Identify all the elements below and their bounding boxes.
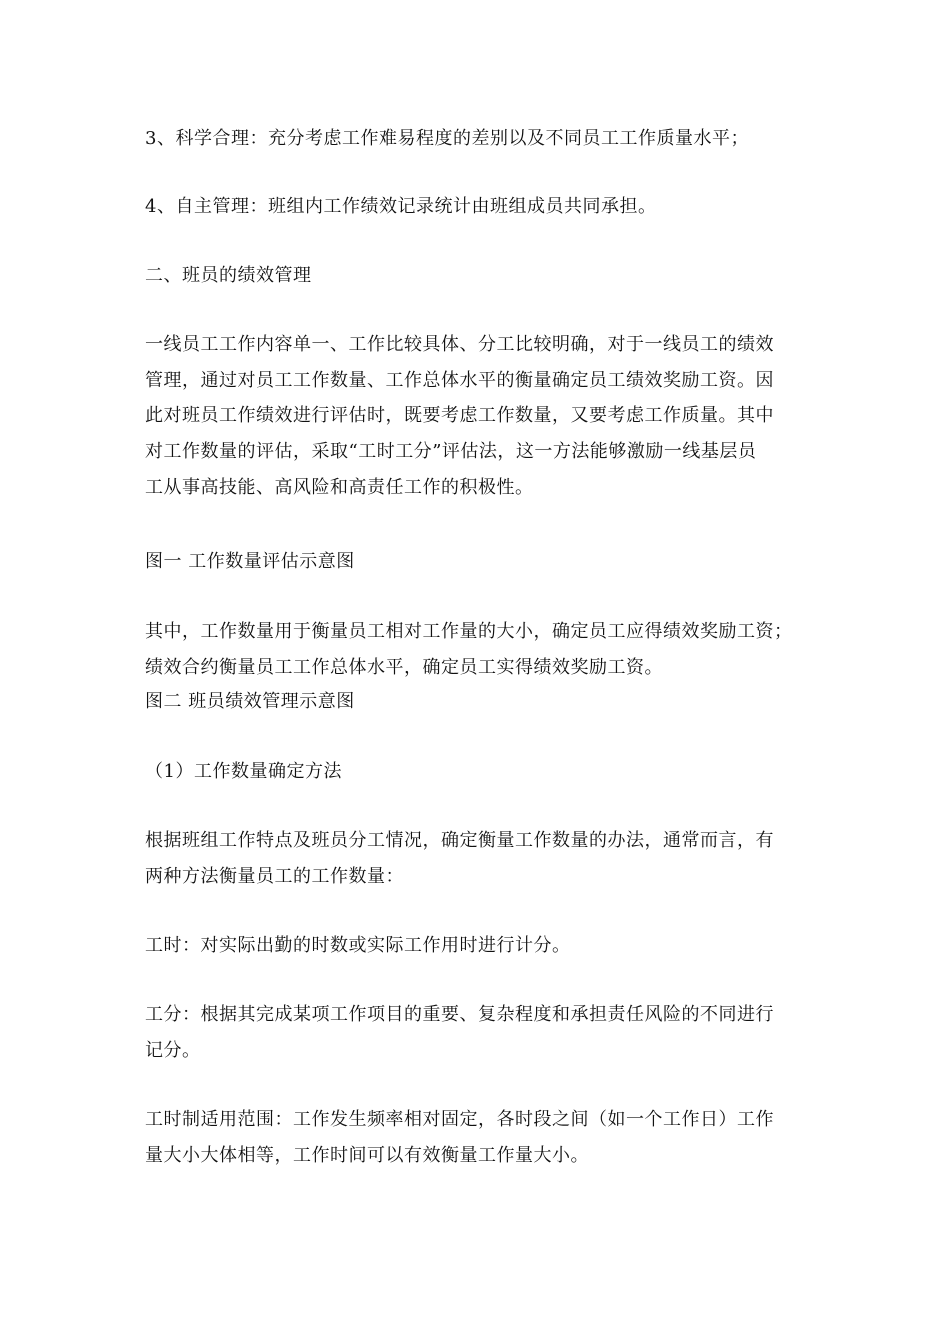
text-line: 工时：对实际出勤的时数或实际工作用时进行计分。 [145,935,571,956]
text-line: 记分。 [145,1040,201,1061]
text-line: 一线员工工作内容单一、工作比较具体、分工比较明确，对于一线员工的绩效 [145,334,774,355]
section-heading: 二、班员的绩效管理 [145,265,312,286]
text-line: 其中，工作数量用于衡量员工相对工作量的大小，确定员工应得绩效奖励工资； [145,621,793,642]
text-line: 两种方法衡量员工的工作数量： [145,866,404,887]
text-line: 4、自主管理：班组内工作绩效记录统计由班组成员共同承担。 [145,196,657,217]
text-line: 管理，通过对员工工作数量、工作总体水平的衡量确定员工绩效奖励工资。因 [145,370,774,391]
text-line: 对工作数量的评估，采取“工时工分”评估法，这一方法能够激励一线基层员 [145,441,757,462]
text-line: 绩效合约衡量员工工作总体水平，确定员工实得绩效奖励工资。 [145,657,663,678]
figure-caption: 图一 工作数量评估示意图 [145,551,355,572]
text-line: 3、科学合理：充分考虑工作难易程度的差别以及不同员工工作质量水平； [145,128,749,149]
text-line: 此对班员工作绩效进行评估时，既要考虑工作数量，又要考虑工作质量。其中 [145,405,774,426]
text-line: 量大小大体相等，工作时间可以有效衡量工作量大小。 [145,1145,589,1166]
text-line: 工时制适用范围：工作发生频率相对固定，各时段之间（如一个工作日）工作 [145,1109,774,1130]
text-line: 根据班组工作特点及班员分工情况，确定衡量工作数量的办法，通常而言，有 [145,830,774,851]
subsection-heading: （1）工作数量确定方法 [145,761,342,782]
figure-caption: 图二 班员绩效管理示意图 [145,691,355,712]
text-line: 工从事高技能、高风险和高责任工作的积极性。 [145,477,534,498]
text-line: 工分：根据其完成某项工作项目的重要、复杂程度和承担责任风险的不同进行 [145,1004,774,1025]
